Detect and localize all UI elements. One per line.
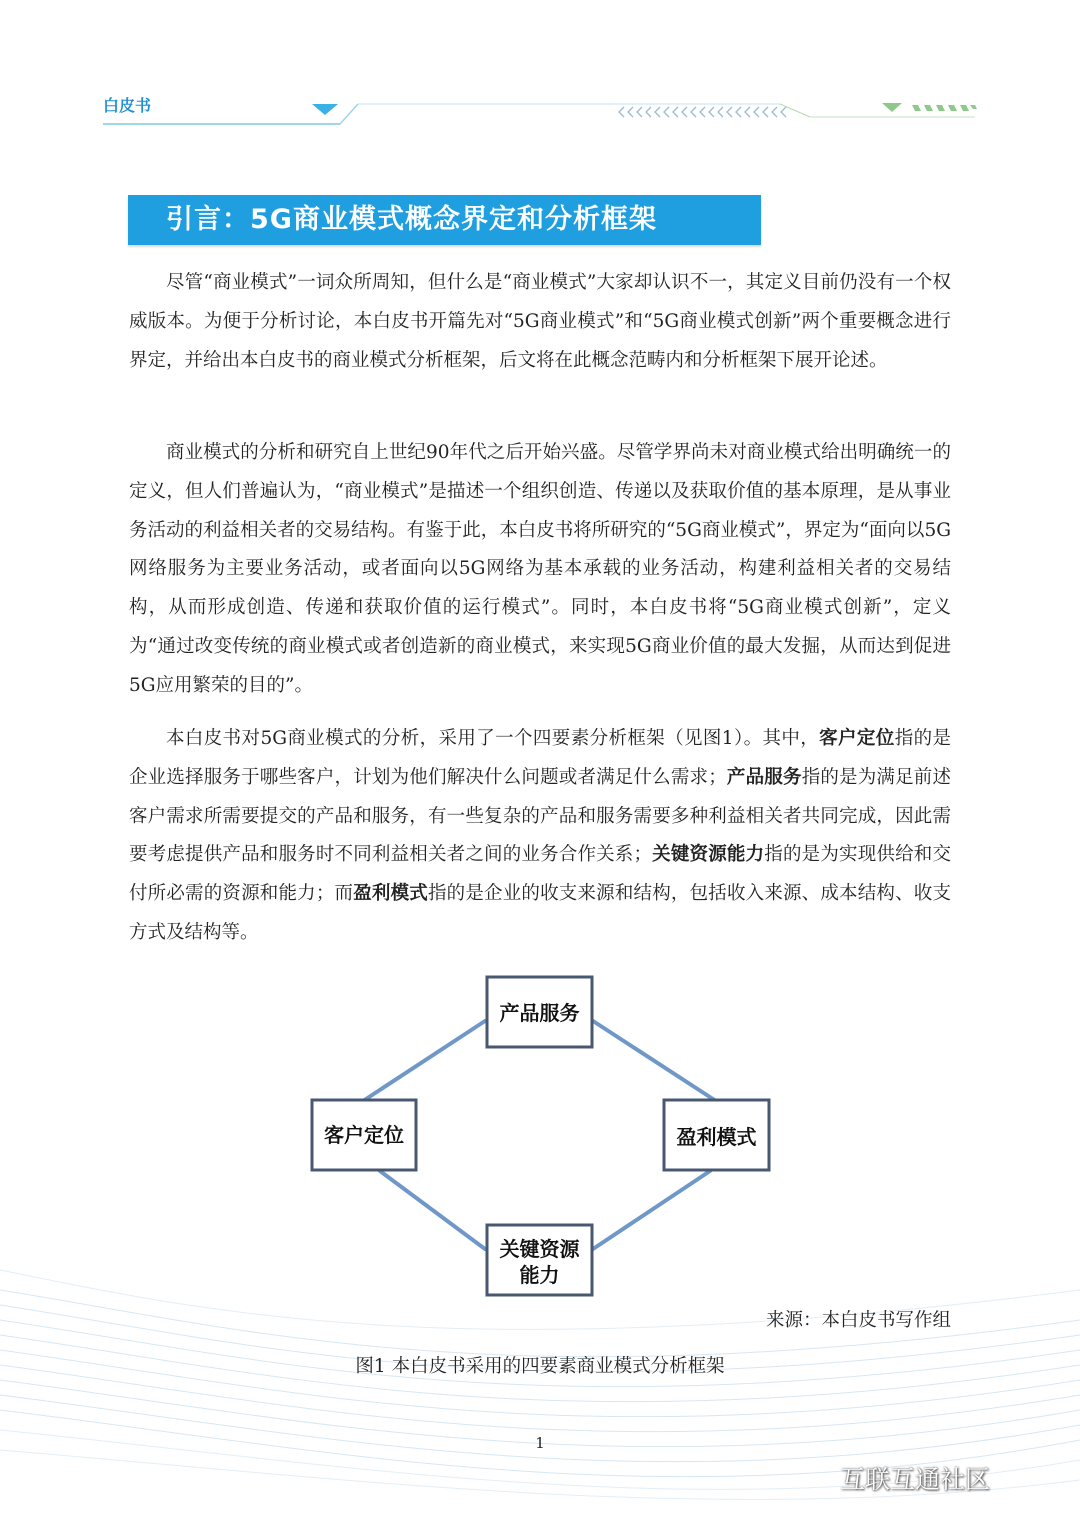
watermark: 互联互通社区: [840, 1465, 991, 1494]
paragraph-1: 尽管“商业模式”一词众所周知，但什么是“商业模式”大家却认识不一，其定义目前仍没有一个权威版本。为便于分析讨论，本白皮书开篇先对“5G商业模式”和“5G商业模式创新”两个重要概念进行界定，并给出本白皮书的商业模式分析框架，后文将在此概念范畴内和分析框架下展开论述。: [129, 272, 951, 371]
p3-text-1: 本白皮书对5G商业模式的分析，采用了一个四要素分析框架（见图1）。其中，: [166, 728, 820, 749]
term-product-service: 产品服务: [726, 766, 802, 788]
term-customer-positioning: 客户定位: [819, 728, 895, 749]
p3-text-5: 指的是企业的收支来源和结构，包括收入来源、成本结构、收支方式及结构等。: [129, 883, 951, 943]
connector-left-bottom: [380, 1171, 485, 1249]
header-decoration: [0, 95, 1080, 125]
figure-source: 来源：本白皮书写作组: [765, 1310, 951, 1331]
label-profit-model: 盈利模式: [676, 1125, 757, 1149]
term-key-resources: 关键资源能力: [652, 844, 765, 866]
page-number: 1: [535, 1434, 545, 1452]
p3-text-3: 指的是为满足前述客户需求所需要提交的产品和服务，有一些复杂的产品和服务需要多种利益相关者共同完成，因此需要考虑提供产品和服务时不同利益相关者之间的业务合作关系；: [129, 766, 951, 866]
section-title: 引言：5G商业模式概念界定和分析框架: [128, 195, 761, 245]
connector-top-left: [363, 1021, 485, 1101]
label-product-service: 产品服务: [499, 1001, 580, 1025]
p3-text-4: 指的是为实现供给和交付所必需的资源和能力；而: [129, 844, 951, 905]
label-customer-positioning: 客户定位: [324, 1123, 404, 1147]
header-label: 白皮书: [103, 96, 152, 115]
term-profit-model: 盈利模式: [353, 883, 428, 905]
label-key-resources-line1: 关键资源: [499, 1237, 580, 1261]
connector-right-bottom: [593, 1171, 710, 1249]
figure-caption: 图1 本白皮书采用的四要素商业模式分析框架: [355, 1356, 725, 1377]
p3-text-2: 指的是企业选择服务于哪些客户，计划为他们解决什么问题或者满足什么需求；: [129, 728, 951, 788]
paragraph-3: [129, 720, 951, 953]
paragraph-2: 商业模式的分析和研究自上世纪90年代之后开始兴盛。尽管学界尚未对商业模式给出明确统一的定义，但人们普遍认为，“商业模式”是描述一个组织创造、传递以及获取价值的基本原理，是从事业务活动的利益相关者的交易结构。有鉴于此，本白皮书将所研究的“5G商业模式”，界定为“面向以5G网络服务为主要业务活动，或者面向以5G网络为基本承载的业务活动，构建利益相关者的交易结构，从而形成创造、传递和获取价值的运行模式”。同时，本白皮书将“5G商业模式创新”，定义为“通过改变传统的商业模式或者创造新的商业模式，来实现5G商业价值的最大发掘，从而达到促进5G应用繁荣的目的”。: [129, 442, 951, 696]
label-key-resources-line2: 能力: [519, 1263, 560, 1287]
connector-top-right: [593, 1021, 716, 1101]
